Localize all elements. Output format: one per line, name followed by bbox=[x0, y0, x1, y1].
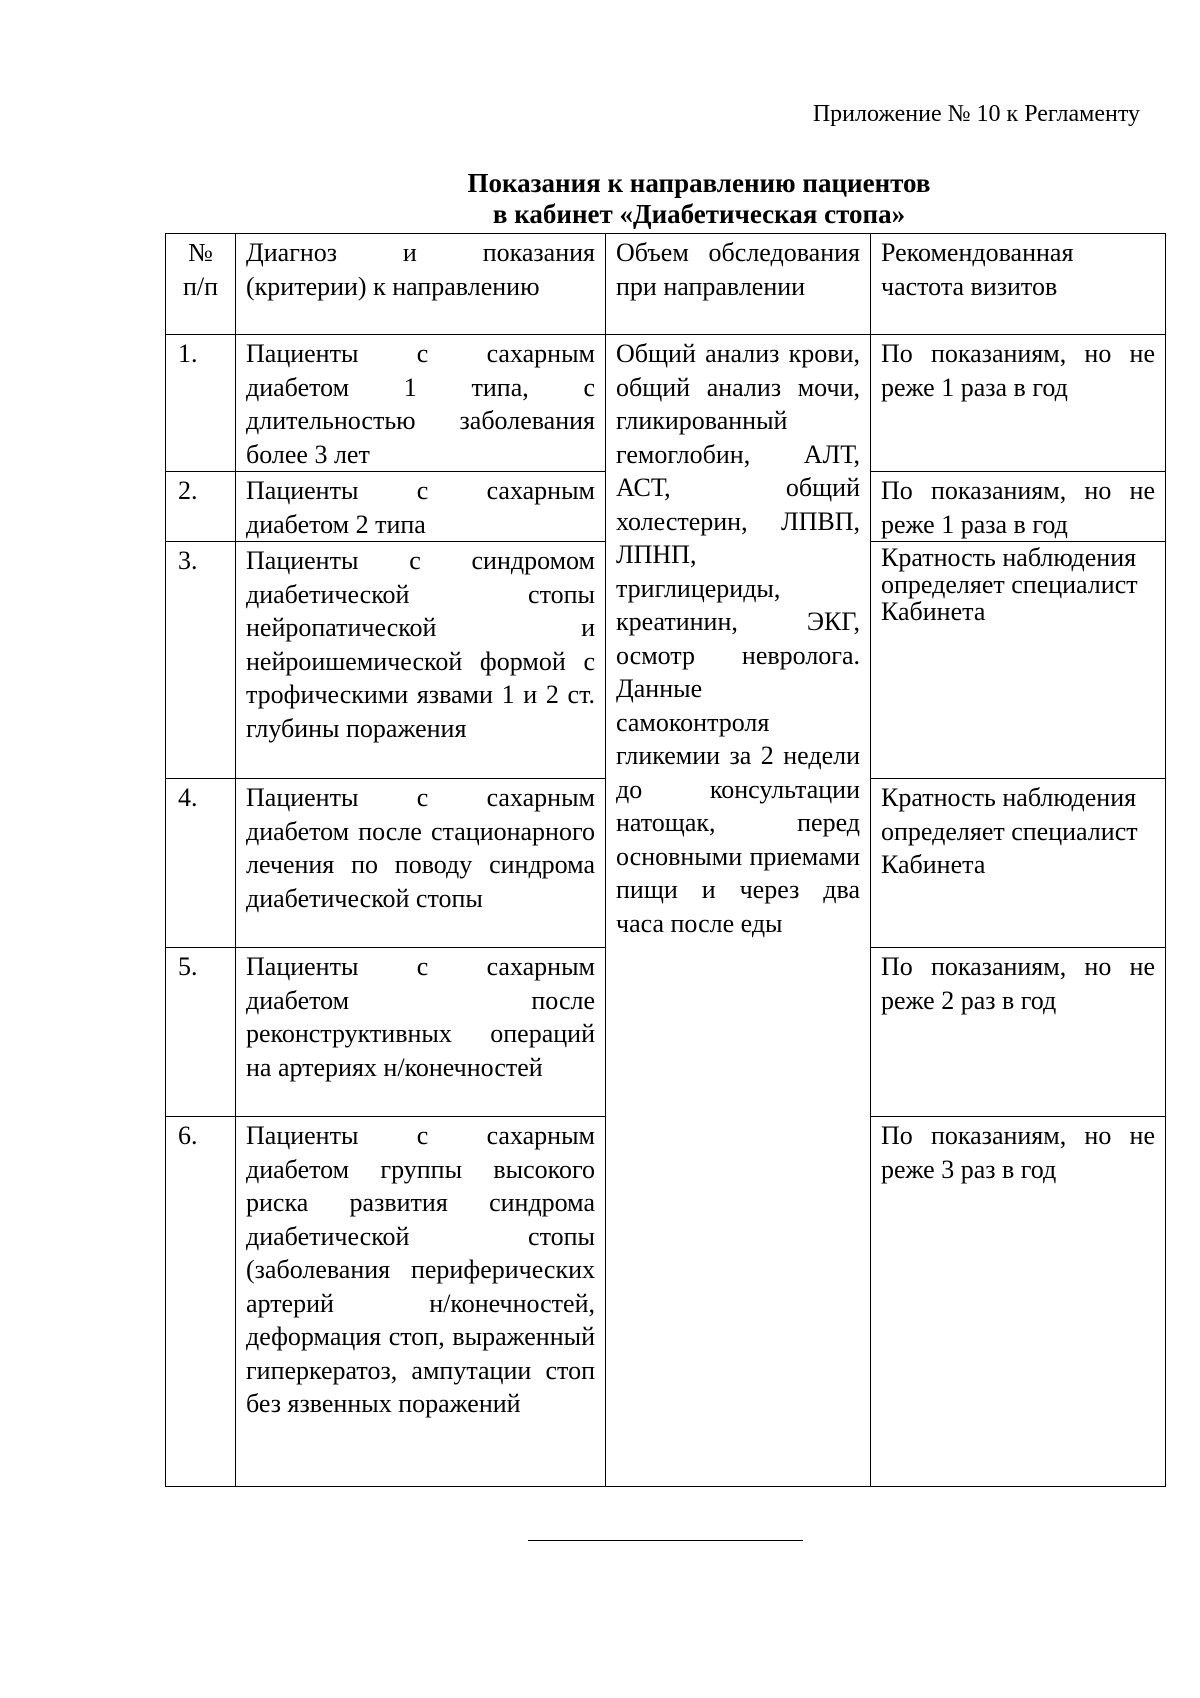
row-frequency: Кратность наблюдения определяет специалист Кабинета bbox=[871, 779, 1166, 948]
footer-divider bbox=[528, 1540, 803, 1541]
row-diagnosis: Пациенты с синдромом диабетической стопы нейропатической и нейроишемической формой с трофическими язвами 1 и 2 ст. глубины поражения bbox=[236, 542, 606, 779]
exam-common-cell: Общий анализ крови, общий анализ мочи, гликированный гемоглобин, АЛТ, АСТ, общий холестерин, ЛПВП, ЛПНП, триглицериды, креатинин, ЭКГ, осмотр невролога. Данные самоконтроля гликемии за 2 недели до консультации натощак, перед основными приемами пищи и через два часа после еды bbox=[606, 335, 871, 1487]
document-title bbox=[0, 168, 1200, 230]
header-diagnosis: Диагноз и показания (критерии) к направлению bbox=[236, 234, 606, 335]
row-num: 3. bbox=[166, 542, 236, 779]
row-diagnosis: Пациенты с сахарным диабетом после реконструктивных операций на артериях н/конечностей bbox=[236, 948, 606, 1117]
header-exam: Объем обследования при направлении bbox=[606, 234, 871, 335]
row-frequency: Кратность наблюдения определяет специалист Кабинета bbox=[871, 542, 1166, 779]
row-diagnosis: Пациенты с сахарным диабетом группы высокого риска развития синдрома диабетической стопы (заболевания периферических артерий н/конечностей, деформация стоп, выраженный гиперкератоз, ампутации стоп без язвенных поражений bbox=[236, 1117, 606, 1487]
table-header-row bbox=[166, 234, 1166, 335]
row-frequency: По показаниям, но не реже 3 раз в год bbox=[871, 1117, 1166, 1487]
row-frequency: По показаниям, но не реже 1 раза в год bbox=[871, 335, 1166, 472]
row-num: 2. bbox=[166, 472, 236, 542]
table-row bbox=[166, 335, 1166, 472]
row-diagnosis: Пациенты с сахарным диабетом после стационарного лечения по поводу синдрома диабетической стопы bbox=[236, 779, 606, 948]
row-frequency: По показаниям, но не реже 1 раза в год bbox=[871, 472, 1166, 542]
title-line-2: в кабинет «Диабетическая стопа» bbox=[492, 199, 906, 229]
row-diagnosis: Пациенты с сахарным диабетом 2 типа bbox=[236, 472, 606, 542]
row-num: 6. bbox=[166, 1117, 236, 1487]
row-diagnosis: Пациенты с сахарным диабетом 1 типа, с длительностью заболевания более 3 лет bbox=[236, 335, 606, 472]
indications-table bbox=[165, 233, 1166, 1487]
row-frequency: По показаниям, но не реже 2 раз в год bbox=[871, 948, 1166, 1117]
header-frequency: Рекомендованная частота визитов bbox=[871, 234, 1166, 335]
title-line-1: Показания к направлению пациентов bbox=[467, 168, 931, 198]
row-num: 5. bbox=[166, 948, 236, 1117]
row-num: 1. bbox=[166, 335, 236, 472]
header-num: № п/п bbox=[166, 234, 236, 335]
appendix-label: Приложение № 10 к Регламенту bbox=[812, 101, 1140, 127]
row-num: 4. bbox=[166, 779, 236, 948]
